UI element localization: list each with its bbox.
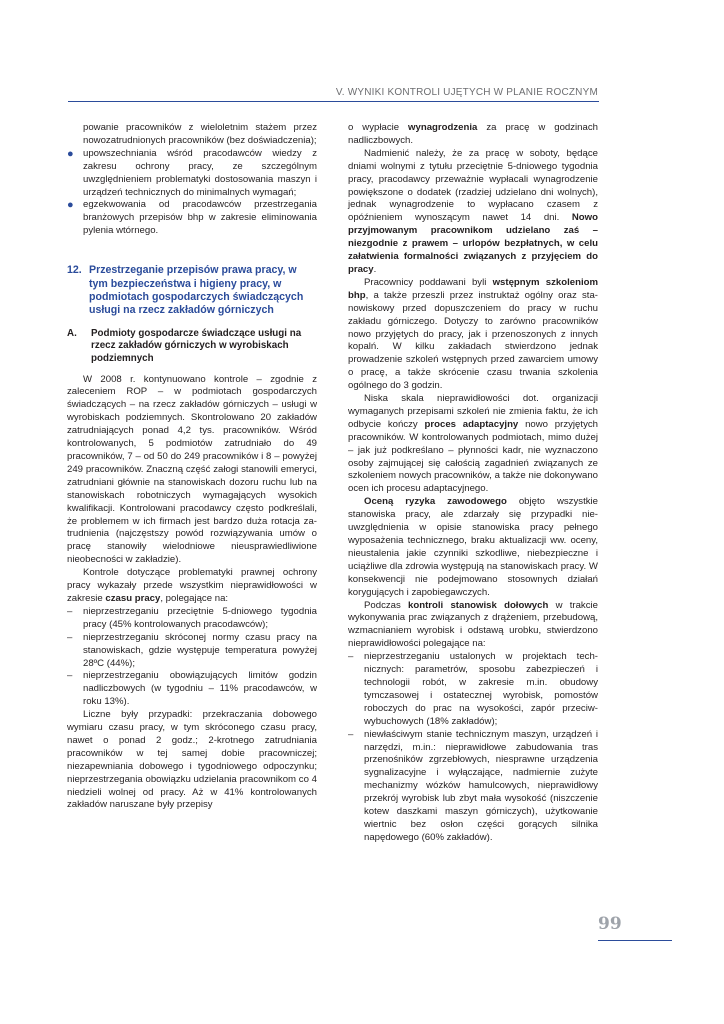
bullet-icon: ● [67, 199, 74, 212]
intro-continuation: powanie pracowników z wieloletnim stażem przez nowozatrudnionych pracowników (bez doświadczenia); [83, 122, 317, 146]
list-item: ● egzekwowania od pracodawców przestrzegania branżowych przepisów bhp w zakresie eliminowania pylenia wtórnego. [67, 199, 317, 237]
section-title: Przestrzeganie przepisów prawa pracy, w tym bezpieczeństwa i higieny pracy, w podmiotach gospodarczych świadczących usługi na rzecz zakładów górniczych [89, 264, 304, 317]
paragraph: Niska skala nieprawidłowości dot. organizacji wymaganych przepisami szkoleń nie zmienia faktu, że ich odbycie kończy proces adaptacyjny nowo przyjętych pracowników. W kontrolowanych podmiotach, mimo dużej – jak już podkreślano – płynności kadr, nie wyznaczono osoby zajmującej się całością zagadnień związanych ze szkoleniem nowych pracowników, a także nie dokonywano ocen ich procesu adaptacyjnego. [348, 393, 598, 495]
paragraph: Kontrole dotyczące problematyki prawnej ochrony pracy wykazały przede wszystkim nieprawidłowości w zakresie czasu pracy, polegające na: [67, 567, 317, 604]
bullet-list [67, 148, 317, 238]
section-number: 12. [67, 264, 82, 277]
page-number: 99 [598, 914, 622, 934]
left-column [67, 122, 317, 812]
subsection-title: Podmioty gospodarcze świadczące usługi na rzecz zakładów górniczych w wyrobiskach podziemnych [91, 327, 302, 364]
paragraph: Oceną ryzyka zawodowego objęto wszystkie stanowiska pracy, ale zdarzały się przypadki nieuwzględnienia w opisie stanowiska pracy pełnego wyposażenia technicznego, braku aktualizacji ww. oceny, nieustalenia jakie czynniki szkodliwe, niebezpieczne i uciążliwe dla zdrowia występują na stanowiskach pracy. W konsekwencji nie podejmowano stosownych działań korygujących i zapobiegawczych. [348, 496, 598, 598]
paragraph: Liczne były przypadki: przekraczania dobowego wymiaru czasu pracy, w tym skróconego czasu pracy, nawet o ponad 2 godz.; 2-krotnego zatrudniania pracowników w tej samej dobie pracowniczej; niezapewniania dobowego i tygodniowego odpoczynku; nieprzestrzegania obowiązku udzielania pracownikom co 4 niedzieli wolnej od pracy. Aż w 41% kontrolowanych zakładów naruszane były przepisy [67, 709, 317, 811]
dash-icon: – [348, 651, 354, 663]
bullet-icon: ● [67, 147, 74, 160]
right-column [348, 122, 598, 845]
paragraph: Podczas kontroli stanowisk dołowych w trakcie wykonywania prac związanych z drążeniem, przebudową, wzmacnianiem wyrobisk i odstawą urobku, stwierdzono nieprawidłowości polegające na: [348, 599, 598, 650]
list-item: – nieprzestrzeganiu obowiązujących limitów godzin nadliczbowych (w tygodniu – 11% pracodawców, w roku 13%). [67, 670, 317, 708]
list-item: – nieprzestrzeganiu przeciętnie 5-dniowego tygodnia pracy (45% kontrolowanych pracodawców); [67, 605, 317, 630]
dash-list [348, 651, 598, 845]
subsection-number: A. [67, 327, 77, 339]
dash-icon: – [67, 631, 73, 643]
section-heading [67, 264, 317, 318]
paragraph: o wypłacie wynagrodzenia za pracę w godzinach nadliczbowych. [348, 122, 598, 146]
dash-icon: – [67, 605, 73, 617]
list-item: – nieprzestrzeganiu ustalonych w projektach technicznych: parametrów, sposobu zabezpieczeń i technologii robót, w zakresie m.in. obudowy tymczasowej i ostatecznej wyrobisk, pomostów roboczych do prac na wysokości, zapór przeciwwybuchowych (18% zakładów); [348, 651, 598, 727]
list-item: – nieprzestrzeganiu skróconej normy czasu pracy na stanowiskach, gdzie występuje temperatura powyżej 28ºC (44%); [67, 631, 317, 669]
paragraph: Pracownicy poddawani byli wstępnym szkoleniom bhp, a także przeszli przez instruktaż ogólny oraz stanowiskowy przed dopuszczeniem do pracy w ruchu zakładu górniczego. Dotyczy to zarówno pracowników nowo przyjętych do pracy, jak i przenoszonych z innych kopalń. W kilku zakładach stwierdzono jednak prowadzenie szkoleń wstępnych przed zawarciem umowy o pracę, a także skrócenie czasu trwania szkolenia ogólnego do 3 godzin. [348, 276, 598, 392]
list-item: ● upowszechniania wśród pracodawców wiedzy z zakresu ochrony pracy, ze szczególnym uwzględnieniem problematyki dostosowania maszyn i urządzeń technicznych do minimalnych wymagań; [67, 147, 317, 198]
dash-list [67, 606, 317, 709]
paragraph: Nadmienić należy, że za pracę w soboty, będące dniami wolnymi z tytułu przeciętnie 5-dniowego tygodnia pracy, pracodawcy przeważnie wypłacali wynagrodzenie powiększone o dodatek (rzadziej udzielano dni wolnych), jednak wynagrodzenie to wypłacano czasem z opóźnieniem wynoszącym nawet 14 dni. Nowo przyjmowanym pracownikom udzielano zaś – niezgodnie z prawem – urlopów bezpłatnych, w celu załatwienia formalności związanych z przyjęciem do pracy. [348, 147, 598, 275]
subsection-heading [67, 328, 317, 366]
footer-rule [598, 940, 672, 941]
list-item: – niewłaściwym stanie technicznym maszyn, urządzeń i narzędzi, m.in.: nieprawidłowe zabudowania tras przenośników zgrzebłowych, niesprawne urządzenia sygnalizacyjne i wyłączające, nadmiernie zużyte mechanizmy wózków hamulcowych, nieprawidłowy przekrój wyrobisk lub zbyt mała wysokość (niszczenie kotew daszkami maszyn górniczych), użytkowanie wiertnic bez osłon części gorących silnika napędowego (60% zakładów). [348, 728, 598, 843]
paragraph: W 2008 r. kontynuowano kontrole – zgodnie z zaleceniem ROP – w podmiotach gospodarczych świadczących – na rzecz zakładów górniczych – usługi w wyrobiskach podziemnych. Skontrolowano 20 zakładów zatrudniających ponad 4,2 tys. pracowników. Wśród kontrolowanych, 5 podmiotów zatrudniało do 49 pracowników, 7 – od 50 do 249 pracowników i 8 – powyżej 249 pracowników. Znaczną część załogi stanowili emeryci, zatrudniani głównie na stanowiskach dozoru ruchu lub na stanowiskach robotniczych wymagających wysokich kwalifikacji. Kontrolowani pracodawcy często podkreślali, że problemem w ich firmach jest bardzo duża rotacja zatrudnienia (najczęstszy powód rozwiązywania umów o pracę stanowiły wielodniowe nieusprawiedliwione nieobecności w zakładzie). [67, 373, 317, 566]
running-header: V. WYNIKI KONTROLI UJĘTYCH W PLANIE ROCZNYM [335, 87, 598, 98]
header-rule [68, 101, 599, 102]
dash-icon: – [348, 728, 354, 740]
dash-icon: – [67, 670, 73, 682]
